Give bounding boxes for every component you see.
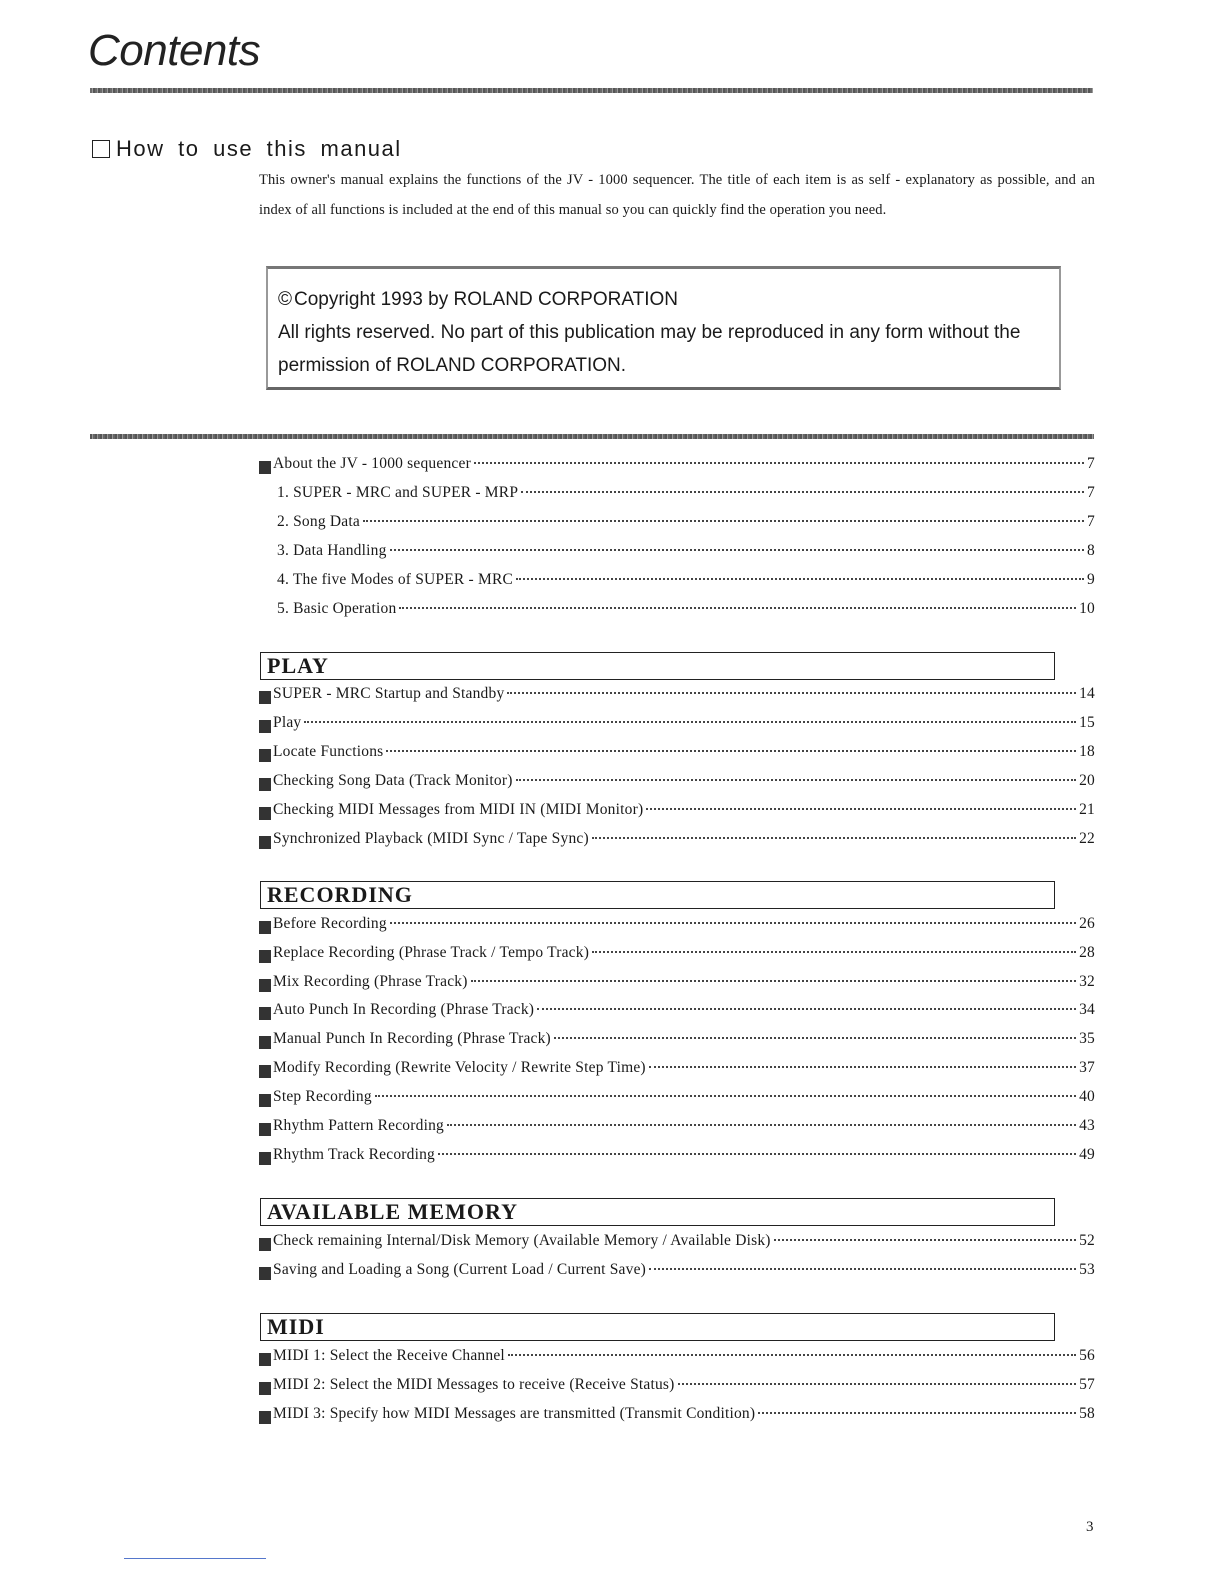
toc-entry[interactable] <box>259 1232 1095 1256</box>
leader-dots <box>521 491 1084 493</box>
toc-entry-title: 4. The five Modes of SUPER - MRC <box>277 571 514 588</box>
leader-dots <box>774 1239 1076 1241</box>
toc-subentry[interactable] <box>277 513 1095 537</box>
leader-dots <box>507 692 1076 694</box>
square-bullet-icon <box>259 921 271 934</box>
square-bullet-icon <box>259 1007 271 1020</box>
square-bullet-icon <box>259 1353 271 1366</box>
section-heading-midi: MIDI <box>260 1313 1055 1341</box>
toc-entry[interactable] <box>259 714 1095 738</box>
leader-dots <box>554 1037 1076 1039</box>
square-bullet-icon <box>259 1152 271 1165</box>
square-bullet-icon <box>259 1238 271 1251</box>
toc-entry[interactable] <box>259 1261 1095 1285</box>
toc-subentry[interactable] <box>277 542 1095 566</box>
toc-entry[interactable] <box>259 685 1095 709</box>
checkbox-icon <box>92 140 110 158</box>
scan-artifact-line <box>124 1558 266 1559</box>
toc-entry-page: 18 <box>1079 743 1095 760</box>
toc-entry-title: Replace Recording (Phrase Track / Tempo Track) <box>273 944 590 961</box>
toc-entry-title: MIDI 1: Select the Receive Channel <box>273 1347 505 1364</box>
toc-entry-title: Auto Punch In Recording (Phrase Track) <box>273 1001 535 1018</box>
square-bullet-icon <box>259 1065 271 1078</box>
toc-entry-page: 8 <box>1087 542 1095 559</box>
toc-entry-page: 57 <box>1079 1376 1095 1393</box>
toc-entry-title: Mix Recording (Phrase Track) <box>273 973 468 990</box>
how-to-heading <box>92 136 402 162</box>
toc-entry-title: Play <box>273 714 302 731</box>
toc-entry-title: SUPER - MRC Startup and Standby <box>273 685 505 702</box>
toc-entry[interactable] <box>259 1376 1095 1400</box>
leader-dots <box>363 520 1084 522</box>
square-bullet-icon <box>259 836 271 849</box>
leader-dots <box>646 808 1076 810</box>
square-bullet-icon <box>259 461 271 474</box>
square-bullet-icon <box>259 1382 271 1395</box>
toc-entry-title: Check remaining Internal/Disk Memory (Available Memory / Available Disk) <box>273 1232 771 1249</box>
section-heading-available-memory: AVAILABLE MEMORY <box>260 1198 1055 1226</box>
contents-divider <box>90 434 1094 439</box>
toc-entry-page: 32 <box>1079 973 1095 990</box>
toc-entry[interactable] <box>259 1146 1095 1170</box>
toc-entry-title: Locate Functions <box>273 743 384 760</box>
copyright-box <box>266 266 1061 390</box>
toc-entry-page: 14 <box>1079 685 1095 702</box>
leader-dots <box>508 1354 1076 1356</box>
toc-entry[interactable] <box>259 743 1095 767</box>
leader-dots <box>471 980 1077 982</box>
toc-entry-page: 10 <box>1079 600 1095 617</box>
toc-entry-page: 49 <box>1079 1146 1095 1163</box>
title-divider <box>90 88 1093 93</box>
toc-entry[interactable] <box>259 1059 1095 1083</box>
leader-dots <box>649 1268 1076 1270</box>
toc-entry[interactable] <box>259 1001 1095 1025</box>
toc-entry-page: 15 <box>1079 714 1095 731</box>
leader-dots <box>399 607 1076 609</box>
toc-entry-page: 7 <box>1087 484 1095 501</box>
toc-entry-title: 2. Song Data <box>277 513 360 530</box>
toc-entry[interactable] <box>259 801 1095 825</box>
section-heading-play: PLAY <box>260 652 1055 680</box>
toc-entry-title: MIDI 2: Select the MIDI Messages to receive (Receive Status) <box>273 1376 675 1393</box>
toc-entry-page: 28 <box>1079 944 1095 961</box>
toc-entry-title: Manual Punch In Recording (Phrase Track) <box>273 1030 551 1047</box>
toc-entry-page: 22 <box>1079 830 1095 847</box>
square-bullet-icon <box>259 778 271 791</box>
leader-dots <box>304 721 1076 723</box>
toc-entry-title: Synchronized Playback (MIDI Sync / Tape Sync) <box>273 830 589 847</box>
toc-entry-page: 58 <box>1079 1405 1095 1422</box>
toc-entry-title: 3. Data Handling <box>277 542 387 559</box>
how-to-paragraph: This owner's manual explains the functions of the JV - 1000 sequencer. The title of each item is as self - explanatory as possible, and an index of all functions is included at the end of this manual so you can quickly find the operation you need. <box>259 172 1095 218</box>
square-bullet-icon <box>259 749 271 762</box>
leader-dots <box>758 1412 1076 1414</box>
copyright-line-2: All rights reserved. No part of this publication may be reproduced in any form without the <box>278 322 1021 343</box>
toc-entry-title: Rhythm Track Recording <box>273 1146 435 1163</box>
leader-dots <box>592 951 1076 953</box>
how-to-heading-text: How to use this manual <box>116 136 402 161</box>
copyright-line-1-text: Copyright 1993 by ROLAND CORPORATION <box>294 289 678 310</box>
toc-entry-page: 7 <box>1087 455 1095 472</box>
copyright-line-3: permission of ROLAND CORPORATION. <box>278 355 627 376</box>
leader-dots <box>516 578 1084 580</box>
leader-dots <box>390 922 1076 924</box>
toc-entry-page: 56 <box>1079 1347 1095 1364</box>
square-bullet-icon <box>259 720 271 733</box>
page-title: Contents <box>88 26 261 75</box>
leader-dots <box>474 462 1084 464</box>
leader-dots <box>386 750 1076 752</box>
toc-entry-title: 1. SUPER - MRC and SUPER - MRP <box>277 484 519 501</box>
toc-entry-page: 43 <box>1079 1117 1095 1134</box>
toc-entry[interactable] <box>259 1117 1095 1141</box>
toc-entry[interactable] <box>259 944 1095 968</box>
page-number: 3 <box>1086 1519 1094 1535</box>
leader-dots <box>375 1095 1076 1097</box>
toc-entry-title: MIDI 3: Specify how MIDI Messages are transmitted (Transmit Condition) <box>273 1405 756 1422</box>
toc-entry-title: Saving and Loading a Song (Current Load / Current Save) <box>273 1261 647 1278</box>
leader-dots <box>447 1124 1076 1126</box>
toc-subentry[interactable] <box>277 571 1095 595</box>
toc-entry-page: 9 <box>1087 571 1095 588</box>
toc-entry-page: 52 <box>1079 1232 1095 1249</box>
square-bullet-icon <box>259 1036 271 1049</box>
toc-entry-title: Checking MIDI Messages from MIDI IN (MIDI Monitor) <box>273 801 644 818</box>
toc-entry-page: 26 <box>1079 915 1095 932</box>
square-bullet-icon <box>259 1123 271 1136</box>
copyright-line-1 <box>278 283 1059 316</box>
toc-subentry[interactable] <box>277 600 1095 624</box>
leader-dots <box>390 549 1085 551</box>
leader-dots <box>438 1153 1076 1155</box>
toc-entry-title: Step Recording <box>273 1088 372 1105</box>
toc-entry-page: 37 <box>1079 1059 1095 1076</box>
square-bullet-icon <box>259 1267 271 1280</box>
leader-dots <box>537 1008 1076 1010</box>
toc-subentry[interactable] <box>277 484 1095 508</box>
square-bullet-icon <box>259 950 271 963</box>
toc-entry[interactable] <box>259 1088 1095 1112</box>
leader-dots <box>516 779 1077 781</box>
toc-entry[interactable] <box>259 830 1095 854</box>
toc-entry-title: Rhythm Pattern Recording <box>273 1117 444 1134</box>
toc-entry-page: 20 <box>1079 772 1095 789</box>
toc-entry-title: Modify Recording (Rewrite Velocity / Rewrite Step Time) <box>273 1059 646 1076</box>
toc-entry-title: About the JV - 1000 sequencer <box>273 455 471 472</box>
square-bullet-icon <box>259 691 271 704</box>
copyright-icon: © <box>278 289 292 310</box>
toc-entry[interactable] <box>259 772 1095 796</box>
leader-dots <box>678 1383 1077 1385</box>
toc-entry-page: 7 <box>1087 513 1095 530</box>
toc-entry[interactable] <box>259 915 1095 939</box>
toc-entry[interactable] <box>259 973 1095 997</box>
leader-dots <box>592 837 1076 839</box>
leader-dots <box>649 1066 1076 1068</box>
square-bullet-icon <box>259 1094 271 1107</box>
section-heading-recording: RECORDING <box>260 881 1055 909</box>
toc-entry-title: 5. Basic Operation <box>277 600 397 617</box>
toc-entry-title: Before Recording <box>273 915 387 932</box>
toc-entry[interactable] <box>259 1347 1095 1371</box>
square-bullet-icon <box>259 807 271 820</box>
square-bullet-icon <box>259 1411 271 1424</box>
toc-entry-page: 34 <box>1079 1001 1095 1018</box>
toc-entry-page: 53 <box>1079 1261 1095 1278</box>
toc-entry-title: Checking Song Data (Track Monitor) <box>273 772 513 789</box>
toc-entry-page: 35 <box>1079 1030 1095 1047</box>
toc-entry[interactable] <box>259 1405 1095 1429</box>
toc-entry-about[interactable] <box>259 455 1095 479</box>
toc-entry-page: 40 <box>1079 1088 1095 1105</box>
square-bullet-icon <box>259 979 271 992</box>
toc-entry[interactable] <box>259 1030 1095 1054</box>
toc-entry-page: 21 <box>1079 801 1095 818</box>
